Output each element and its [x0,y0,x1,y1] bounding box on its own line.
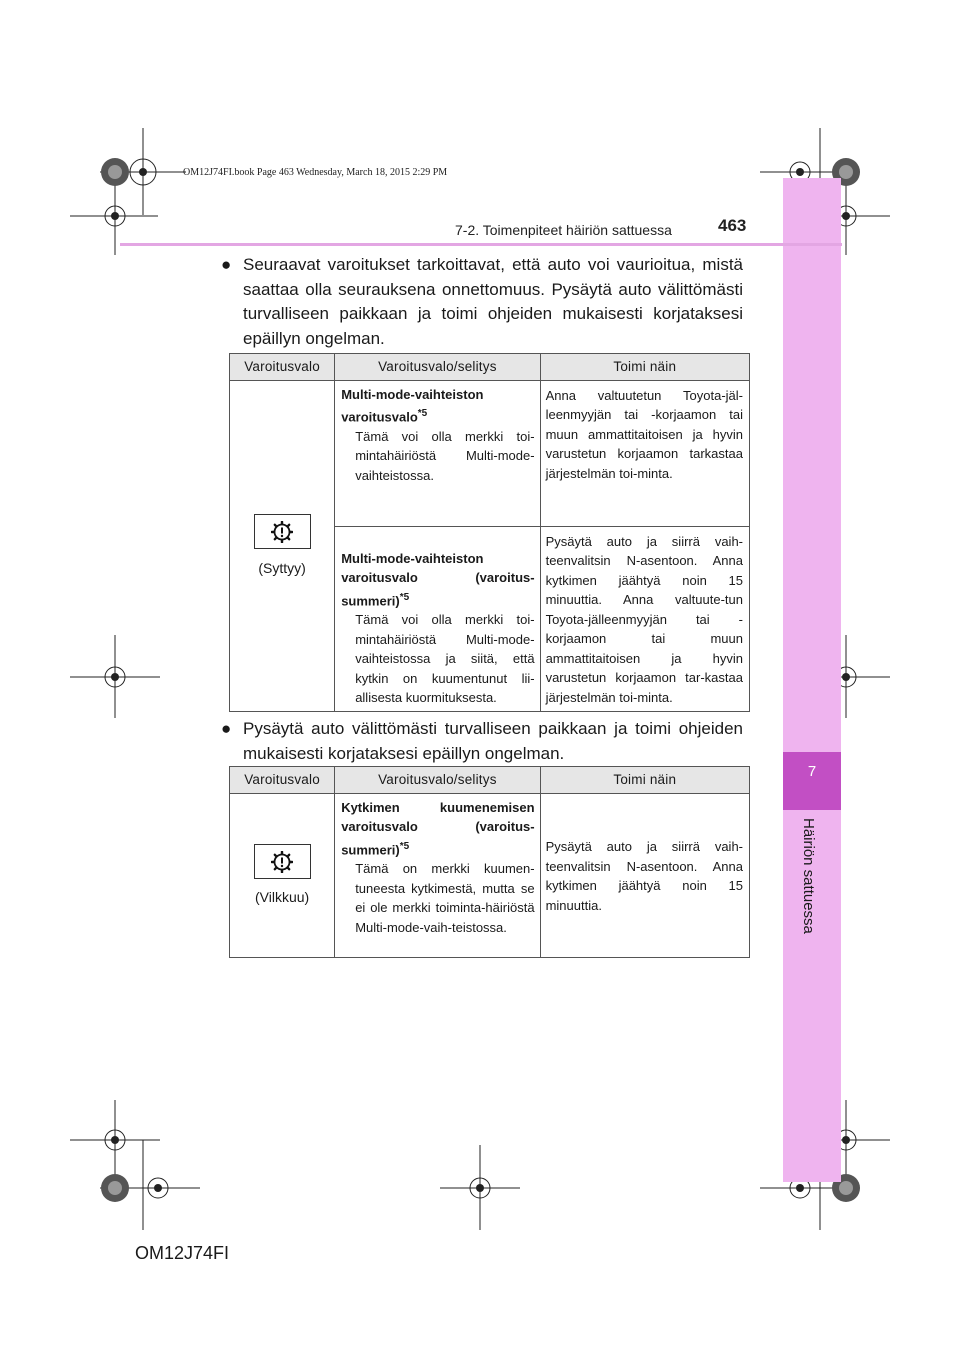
footnote-ref: *5 [417,408,428,419]
header-warning-light: Varoitusvalo [230,767,335,794]
action-text: Pysäytä auto ja siirrä vaih-teenvalitsin N-asentoon. Anna kytkimen jäähtyä noin 15 minuuttia. [545,839,743,913]
chapter-side-tab [783,178,841,1182]
gear-warning-icon [254,844,311,879]
light-title-text: Multi-mode-vaihteiston varoitusvalo [341,386,484,425]
bullet-icon: ● [221,719,232,738]
description-cell [335,793,540,957]
chapter-number: 7 [807,763,817,780]
intro-paragraph-text: Seuraavat varoitukset tarkoittavat, että auto voi vaurioitua, mistä saattaa olla seurauksena onnettomuus. Pysäytä auto välittömästi turvalliseen paikkaan ja toimi ohjeiden mukaisesti korjataksesi epäillyn ongelman. [243,255,743,348]
action-cell: Anna valtuutetun Toyota-jäl-leenmyyjän tai -korjaamon tai muun ammattitaitoisen ja hyvin varustetun korjaamon tarkastaa järjestelmän toi-minta. [540,380,749,526]
chapter-number-box [783,752,841,810]
light-detail: Tämä voi olla merkki toi-mintahäiriöstä Multi-mode-vaihteistossa ja siitä, että kytkin on kuumentunut lii-allisesta kuormituksesta. [355,612,535,706]
footnote-ref: *5 [399,840,410,852]
light-title-text: Multi-mode-vaihteiston varoitusvalo (varoitus-summeri) [341,550,535,608]
section-title: 7-2. Toimenpiteet häiriön sattuessa [455,222,672,238]
light-detail: Tämä voi olla merkki toi-mintahäiriöstä Multi-mode-vaihteistossa. [355,428,535,483]
light-title [341,798,534,860]
table-header-row [230,354,750,381]
page-number: 463 [718,216,747,235]
action-cell [540,793,749,957]
second-paragraph-text: Pysäytä auto välittömästi turvalliseen paikkaan ja toimi ohjeiden mukaisesti korjataksesi epäillyn ongelman. [243,719,743,763]
chapter-title: Häiriön sattuessa [800,818,817,934]
description-cell [335,380,540,526]
footnote-ref: *5 [399,591,410,603]
table-header-row [230,767,750,794]
book-stamp: OM12J74FI.book Page 463 Wednesday, March 18, 2015 2:29 PM [183,167,448,178]
footer-code: OM12J74FI [135,1243,230,1263]
table-row [230,380,750,526]
icon-caption: (Syttyy) [258,559,306,576]
icon-caption: (Vilkkuu) [254,889,310,906]
description-cell [335,526,540,711]
header-description: Varoitusvalo/selitys [335,767,540,794]
light-title [341,549,534,611]
header-action: Toimi näin [540,767,749,794]
gear-warning-icon [254,514,311,549]
icon-cell [230,380,335,711]
second-paragraph [221,717,743,766]
header-description: Varoitusvalo/selitys [335,354,540,381]
warning-table-2 [229,766,750,958]
header-rule [120,243,842,246]
warning-table-1 [229,353,750,712]
light-detail: Tämä on merkki kuumen-tuneesta kytkimestä, mutta se ei ole merkki toiminta-häiriöstä Multi-mode-vaih-teistossa. [355,861,535,935]
light-title [341,385,534,427]
icon-cell [230,793,335,957]
header-warning-light: Varoitusvalo [230,354,335,381]
action-cell: Pysäytä auto ja siirrä vaih-teenvalitsin N-asentoon. Anna kytkimen jäähtyä noin 15 minuuttia. Anna valtuute-tun Toyota-jälleenmyyjän tai -korjaamon tai muun ammattitaitoisen ja hyvin varustetun korjaamon tar-kastaa järjestelmän toi-minta. [540,526,749,711]
light-title-text: Kytkimen kuumenemisen varoitusvalo (varoitus-summeri) [341,799,535,857]
intro-paragraph [221,253,743,351]
bullet-icon: ● [221,255,232,274]
header-action: Toimi näin [540,354,749,381]
table-row [230,793,750,957]
